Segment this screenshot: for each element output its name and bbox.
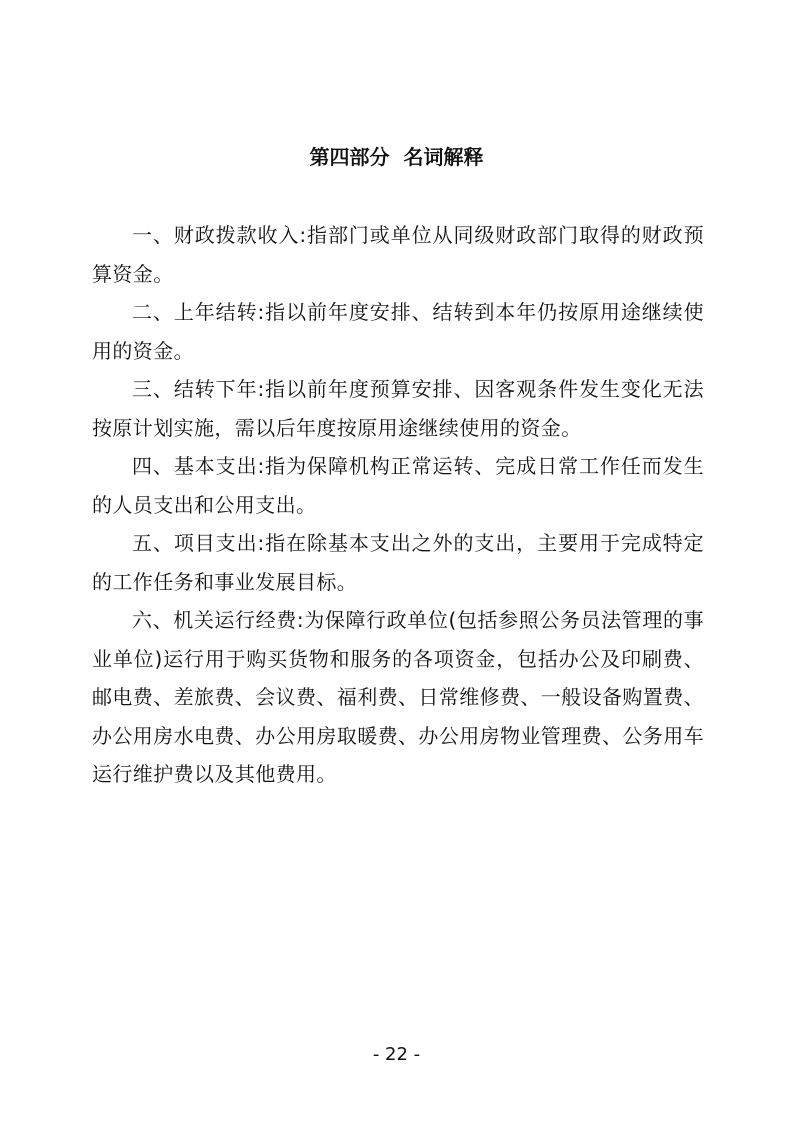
glossary-entry-carryover-to-next-year: 三、结转下年:指以前年度预算安排、因客观条件发生变化无法按原计划实施，需以后年度按原用途继续使用的资金。 [92,377,704,440]
glossary-entry-agency-operating-expenses: 六、机关运行经费:为保障行政单位(包括参照公务员法管理的事业单位)运行用于购买货物和服务的各项资金，包括办公及印刷费、邮电费、差旅费、会议费、福利费、日常维修费、一般设备购置费、办公用房水电费、办公用房取暖费、办公用房物业管理费、公务用车运行维护费以及其他费用。 [92,608,704,786]
page-number: - 22 - [372,1044,421,1065]
glossary-entry-basic-expenditure: 四、基本支出:指为保障机构正常运转、完成日常工作任而发生的人员支出和公用支出。 [92,454,704,517]
section-title: 第四部分 名词解释 [309,145,484,169]
glossary-entry-prior-year-carryover: 二、上年结转:指以前年度安排、结转到本年仍按原用途继续使用的资金。 [92,300,704,363]
glossary-content [92,216,704,794]
glossary-entry-project-expenditure: 五、项目支出:指在除基本支出之外的支出，主要用于完成特定的工作任务和事业发展目标。 [92,531,704,594]
glossary-entry-fiscal-appropriation-income: 一、财政拨款收入:指部门或单位从同级财政部门取得的财政预算资金。 [92,223,704,286]
